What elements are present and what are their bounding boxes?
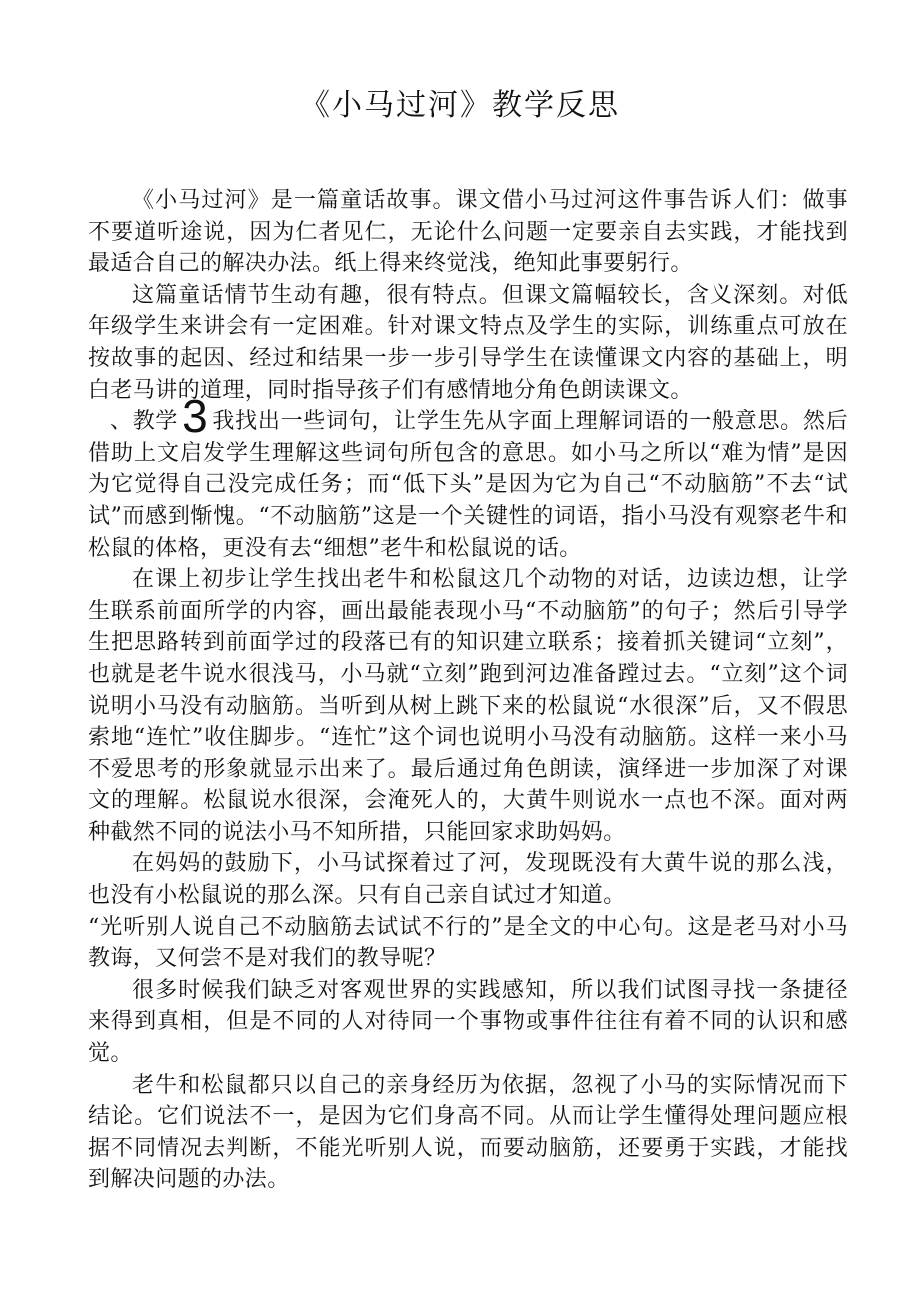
step-text: 我找出一些词句，让学生先从字面上理解词语的一般意思。然后借助上文启发学生理解这些词句所包含的意思。如小马之所以“难为情”是因为它觉得自己没完成任务；而“低下头”是因为它为自己“不动脑筋”不去“试试”而感到惭愧。“不动脑筋”这是一个关键性的词语，指小马没有观察老牛和松鼠的体格，更没有去“细想”老牛和松鼠说的话。: [88, 409, 849, 561]
paragraph-encouragement: 在妈妈的鼓励下，小马试探着过了河，发现既没有大黄牛说的那么浅，也没有小松鼠说的那么深。只有自己亲自试过才知道。: [88, 851, 848, 909]
paragraph-conclusion: 老牛和松鼠都只以自己的亲身经历为依据，忽视了小马的实际情况而下结论。它们说法不一，是因为它们身高不同。从而让学生懂得处理问题应根据不同情况去判断，不能光听别人说，而要动脑筋，还要勇于实践，才能找到解决问题的办法。: [88, 1072, 848, 1193]
paragraph-central-sentence: “光听别人说自己不动脑筋去试试不行的”是全文的中心句。这是老马对小马教诲，又何尝不是对我们的教导呢？: [88, 914, 848, 972]
paragraph-intro: 《小马过河》是一篇童话故事。课文借小马过河这件事告诉人们：做事不要道听途说，因为仁者见仁，无论什么问题一定要亲自去实践，才能找到最适合自己的解决办法。纸上得来终觉浅，绝知此事要躬行。: [88, 188, 848, 277]
page-title: 《小马过河》教学反思: [300, 88, 620, 123]
paragraph-practice: 很多时候我们缺乏对客观世界的实践感知，所以我们试图寻找一条捷径来得到真相，但是不同的人对待同一个事物或事件往往有着不同的认识和感觉。: [88, 977, 848, 1067]
step-prefix: 、教学: [110, 409, 179, 435]
paragraph-teaching-step: [88, 390, 849, 564]
paragraph-dialogue-analysis: 在课上初步让学生找出老牛和松鼠这几个动物的对话，边读边想，让学生联系前面所学的内容，画出最能表现小马“不动脑筋”的句子；然后引导学生把思路转到前面学过的段落已有的知识建立联系；接着抓关键词“立刻”，也就是老牛说水很浅马，小马就“立刻”跑到河边准备蹚过去。“立刻”这个词说明小马没有动脑筋。当听到从树上跳下来的松鼠说“水很深”后，又不假思索地“连忙”收住脚步。“连忙”这个词也说明小马没有动脑筋。这样一来小马不爱思考的形象就显示出来了。最后通过角色朗读，演绎进一步加深了对课文的理解。松鼠说水很深，会淹死人的，大黄牛则说水一点也不深。面对两种截然不同的说法小马不知所措，只能回家求助妈妈。: [88, 567, 848, 845]
paragraph-features: 这篇童话情节生动有趣，很有特点。但课文篇幅较长，含义深刻。对低年级学生来讲会有一定困难。针对课文特点及学生的实际，训练重点可放在按故事的起因、经过和结果一步一步引导学生在读懂课文内容的基础上，明白老马讲的道理，同时指导孩子们有感情地分角色朗读课文。: [88, 282, 848, 403]
step-number: 3: [182, 390, 209, 443]
document-body: [88, 185, 848, 1196]
